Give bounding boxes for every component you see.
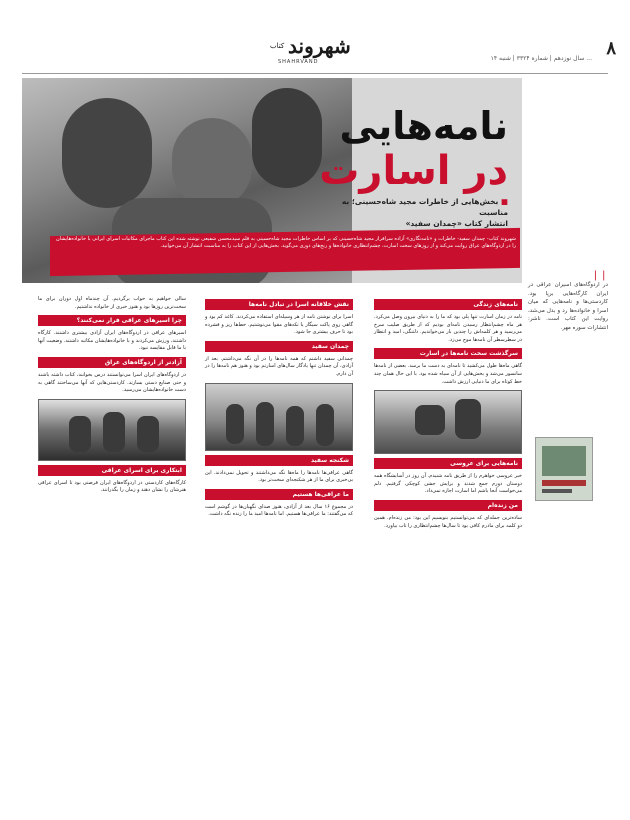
paragraph: گاهی ماه‌ها طول می‌کشید تا نامه‌ای به دست ما برسد. بعضی از نامه‌ها سانسور می‌شد و بخش‌هایی از آن سیاه شده بود. با این حال همان چند خط کوتاه برای ما دنیایی ارزش داشت. (374, 363, 522, 385)
paragraph: گاهی عراقی‌ها نامه‌ها را ماه‌ها نگه می‌داشتند و تحویل نمی‌دادند. این بی‌خبری برای ما از هر شکنجه‌ای سخت‌تر بود. (205, 469, 353, 484)
paragraph: در اردوگاه‌های ایران اسرا می‌توانستند درس بخوانند، کتاب داشته باشند و حتی صنایع دستی بسازند. کاردستی‌هایی که آنها می‌ساختند گاهی به دست خانواده‌هایشان می‌رسید. (38, 371, 186, 394)
title-line-2: در اسارت (319, 148, 508, 194)
column-left (38, 296, 186, 499)
header-rule (22, 73, 608, 74)
subheading: ابتکاری برای اسرای عراقی (38, 465, 186, 476)
subheading: نامه‌های زندگی (374, 299, 522, 310)
subheading: نقش خلاقانه اسرا در تبادل نامه‌ها (205, 299, 353, 310)
article-subtitle (318, 196, 508, 229)
subtitle-rest: انتشار کتاب «چمدان سفید» (405, 219, 508, 228)
page-number: ۸ (606, 38, 616, 59)
photo-crowd (374, 390, 522, 454)
book-cover-image (535, 437, 593, 501)
subheading: ما عراقی‌ها هستیم (205, 489, 353, 500)
column-right (374, 296, 522, 534)
intro-text: شهروند کتاب- چمدان سفید- خاطرات و «نامه‌نگاری» آزاده سرافراز مجید شاه‌حسینی که بر اساس خاطرات مجید شاه‌حسینی به قلم سیدمحسن شفیعی نوشته شده این کتاب ماجرای مکاتبات اسرای ایرانی با خانواده‌هایشان را در اردوگاه‌های عراق روایت می‌کند و از روزهای سخت اسارت، چشم‌انتظاری خانواده‌ها و رنج‌های دوری می‌گوید. بخش‌هایی از این کتاب را به مناسبت انتشار آن می‌خوانید. (56, 236, 516, 249)
subtitle-label: بخش‌هایی از خاطرات مجید شاه‌حسینی؛ به مناسبت (341, 197, 508, 217)
sidebar-note (528, 270, 608, 332)
subheading: سرگذشت سخت نامه‌ها در اسارت (374, 348, 522, 359)
sidebar-text: در اردوگاه‌های اسیران عراقی در ایران کارگاه‌هایی برپا بود. کاردستی‌ها و نامه‌هایی که میان اسرا و خانواده‌ها رد و بدل می‌شد، روایت این کتاب است. ناشر: انتشارات سوره مهر. (528, 282, 608, 331)
masthead-brand: شهروند (288, 34, 351, 58)
masthead-prefix: کتاب (270, 42, 285, 50)
paragraph: نامه در زمان اسارت تنها پلی بود که ما را به دنیای بیرون وصل می‌کرد. هر ماه چشم‌انتظار رسیدن نامه‌ای بودیم که از طریق صلیب سرخ می‌رسید و هر کلمه‌اش را چندین بار می‌خواندیم. دلتنگی، امید و انتظار در سطرسطر آن نامه‌ها موج می‌زد. (374, 314, 522, 343)
paragraph: سالی خواهیم به خواب برگردیم. آن چندماه اول دوران برای ما سخت‌ترین روزها بود و هنوز خبری از خانواده نداشتیم. (38, 296, 186, 310)
subheading: نامه‌هایی برای عروسی (374, 458, 522, 469)
paragraph: خبر عروسی خواهرم را از طریق نامه شنیدم. آن روز در آسایشگاه همه دوستان دورم جمع شدند و برایش جشن کوچکی گرفتیم. دلم می‌خواست آنجا باشم اما اسارت اجازه نمی‌داد. (374, 473, 522, 495)
masthead-logo (270, 34, 358, 64)
subheading: چرا اسیرهای عراقی فرار نمی‌کنند؟ (38, 315, 186, 326)
photo-prisoners (38, 399, 186, 461)
paragraph: اسرا برای نوشتن نامه از هر وسیله‌ای استفاده می‌کردند. کاغذ کم بود و گاهی روی پاکت سیگار یا تکه‌های مقوا می‌نوشتیم. خط‌ها ریز و فشرده بود تا حرف بیشتری جا شود. (205, 314, 353, 336)
paragraph: چمدانی سفید داشتم که همه نامه‌ها را در آن نگه می‌داشتم. بعد از آزادی، آن چمدان تنها یادگار سال‌های اسارتم بود و هنوز هم نامه‌ها را در آن دارم. (205, 355, 353, 377)
column-middle (205, 296, 353, 523)
page-header (22, 32, 616, 72)
subheading: شکنجه سفید (205, 455, 353, 466)
title-line-1: نامه‌هایی (339, 104, 508, 148)
masthead-sub: SHAHRVAND (278, 59, 319, 65)
photo-soldiers (205, 383, 353, 451)
subheading: آزادتر از اردوگاه‌های عراق (38, 357, 186, 368)
sidebar-marker-icon: ❘❘ (591, 270, 608, 281)
paragraph: ساده‌ترین جمله‌ای که می‌توانستیم بنویسیم این بود: من زنده‌ام. همین دو کلمه برای مادرم کافی بود تا سال‌ها چشم‌انتظاری را تاب بیاورد. (374, 514, 522, 529)
paragraph: اسیرهای عراقی در اردوگاه‌های ایران آزادی بیشتری داشتند. کارگاه داشتند، ورزش می‌کردند و با خانواده‌هایشان مکاتبه داشتند. وضعیت آنها با ما قابل مقایسه نبود. (38, 330, 186, 352)
issue-line: سال نوزدهم | شماره ۳۳۲۴ | شنبه ۱۴ ... (490, 55, 592, 62)
subheading: من زنده‌ام (374, 500, 522, 511)
subtitle-bullet-icon: ■ (498, 197, 508, 206)
subheading: چمدان سفید (205, 341, 353, 352)
paragraph: کارگاه‌های کاردستی در اردوگاه‌های ایران فرصتی بود تا اسرای عراقی هنرشان را نشان دهند و زمان را بگذرانند. (38, 479, 186, 494)
paragraph: در مجموع ۱۶ سال بعد از آزادی، هنوز صدای نگهبان‌ها در گوشم است که می‌گفتند: ما عراقی‌ها هستیم. اما نامه‌ها امید ما را زنده نگه داشت. (205, 503, 354, 518)
article-title (319, 104, 508, 194)
